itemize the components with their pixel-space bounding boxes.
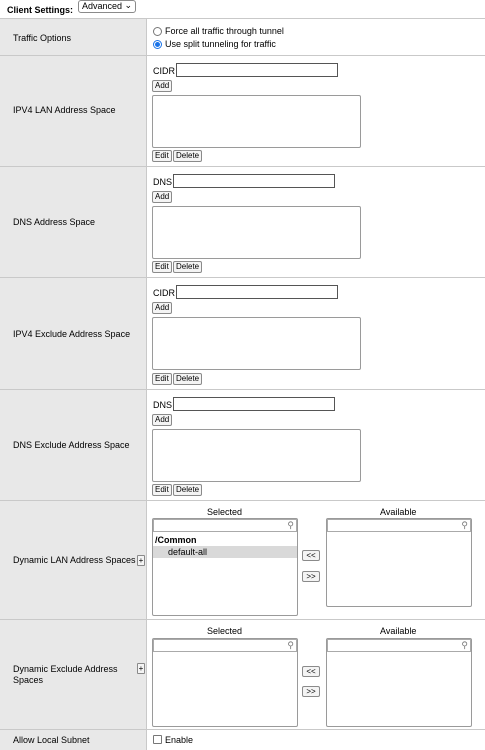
ipv4-exclude-label: IPV4 Exclude Address Space — [13, 329, 131, 339]
dns-input[interactable] — [173, 397, 335, 411]
local-subnet-row — [0, 729, 485, 750]
selected-search-input[interactable] — [153, 639, 297, 652]
ipv4-lan-label: IPV4 LAN Address Space — [13, 105, 116, 115]
address-listbox[interactable] — [152, 95, 361, 148]
edit-button[interactable]: Edit — [152, 484, 172, 496]
force-tunnel-radio[interactable] — [153, 27, 162, 36]
cidr-input[interactable] — [176, 63, 338, 77]
dns-label: DNS — [153, 177, 173, 187]
delete-button[interactable]: Delete — [173, 373, 202, 385]
local-subnet-label-cell — [0, 730, 147, 750]
move-right-button[interactable]: >> — [302, 686, 320, 697]
dynamic-exclude-label: Dynamic Exclude Address Spaces — [13, 664, 118, 685]
available-listbox[interactable] — [326, 638, 472, 727]
force-tunnel-label: Force all traffic through tunnel — [165, 26, 284, 36]
ipv4-exclude-label-cell — [0, 278, 147, 389]
available-heading: Available — [380, 507, 417, 517]
dynamic-lan-label-cell — [0, 501, 147, 619]
dns-space-label-cell — [0, 167, 147, 277]
available-heading: Available — [380, 626, 417, 636]
traffic-options-row — [0, 18, 485, 55]
available-listbox[interactable] — [326, 518, 472, 607]
settings-mode-value: Advanced — [82, 1, 123, 11]
dns-label: DNS — [153, 400, 173, 410]
search-icon: ⚲ — [287, 520, 294, 530]
ipv4-lan-row — [0, 55, 485, 166]
dynamic-lan-label: Dynamic LAN Address Spaces — [13, 555, 136, 565]
local-subnet-label: Allow Local Subnet — [13, 735, 90, 745]
traffic-options-label-cell — [0, 19, 147, 55]
address-listbox[interactable] — [152, 429, 361, 482]
add-button[interactable]: Add — [152, 302, 172, 314]
settings-mode-select[interactable] — [78, 0, 136, 13]
dns-exclude-label-cell — [0, 390, 147, 500]
split-tunnel-radio[interactable] — [153, 40, 162, 49]
traffic-options-label: Traffic Options — [13, 33, 72, 43]
dns-space-label: DNS Address Space — [13, 217, 96, 227]
cidr-input[interactable] — [176, 285, 338, 299]
split-tunnel-label: Use split tunneling for traffic — [165, 39, 276, 49]
search-icon: ⚲ — [461, 640, 468, 650]
ipv4-lan-label-cell — [0, 56, 147, 166]
selected-heading: Selected — [207, 626, 243, 636]
edit-button[interactable]: Edit — [152, 150, 172, 162]
dns-space-row — [0, 166, 485, 277]
add-button[interactable]: Add — [152, 80, 172, 92]
add-button[interactable]: Add — [152, 414, 172, 426]
available-search-input[interactable] — [327, 519, 471, 532]
dns-input[interactable] — [173, 174, 335, 188]
search-icon: ⚲ — [461, 520, 468, 530]
dynamic-exclude-row — [0, 619, 485, 729]
client-settings-header — [0, 0, 485, 16]
group-header: /Common — [155, 535, 197, 545]
selected-heading: Selected — [207, 507, 243, 517]
enable-local-subnet-checkbox[interactable] — [153, 735, 162, 744]
cidr-label: CIDR — [153, 288, 175, 298]
address-listbox[interactable] — [152, 317, 361, 370]
dns-exclude-label: DNS Exclude Address Space — [13, 440, 130, 450]
chevron-down-icon: ⌄ — [124, 0, 132, 10]
dynamic-lan-row — [0, 500, 485, 619]
selected-listbox[interactable] — [152, 638, 298, 727]
edit-button[interactable]: Edit — [152, 373, 172, 385]
list-item[interactable] — [153, 546, 297, 558]
delete-button[interactable]: Delete — [173, 484, 202, 496]
add-dynamic-exclude-button[interactable]: + — [138, 664, 144, 673]
search-icon: ⚲ — [287, 640, 294, 650]
dns-exclude-row — [0, 389, 485, 500]
add-button[interactable]: Add — [152, 191, 172, 203]
selected-search-input[interactable] — [153, 519, 297, 532]
delete-button[interactable]: Delete — [173, 261, 202, 273]
ipv4-exclude-row — [0, 277, 485, 389]
move-left-button[interactable]: << — [302, 550, 320, 561]
available-search-input[interactable] — [327, 639, 471, 652]
client-settings-label: Client Settings: — [7, 5, 74, 15]
edit-button[interactable]: Edit — [152, 261, 172, 273]
address-listbox[interactable] — [152, 206, 361, 259]
move-right-button[interactable]: >> — [302, 571, 320, 582]
cidr-label: CIDR — [153, 66, 175, 76]
selected-listbox[interactable] — [152, 518, 298, 616]
delete-button[interactable]: Delete — [173, 150, 202, 162]
move-left-button[interactable]: << — [302, 666, 320, 677]
enable-label: Enable — [165, 735, 194, 745]
add-dynamic-lan-button[interactable]: + — [138, 556, 144, 565]
list-item-label: default-all — [168, 547, 208, 557]
dynamic-exclude-label-cell — [0, 620, 147, 729]
